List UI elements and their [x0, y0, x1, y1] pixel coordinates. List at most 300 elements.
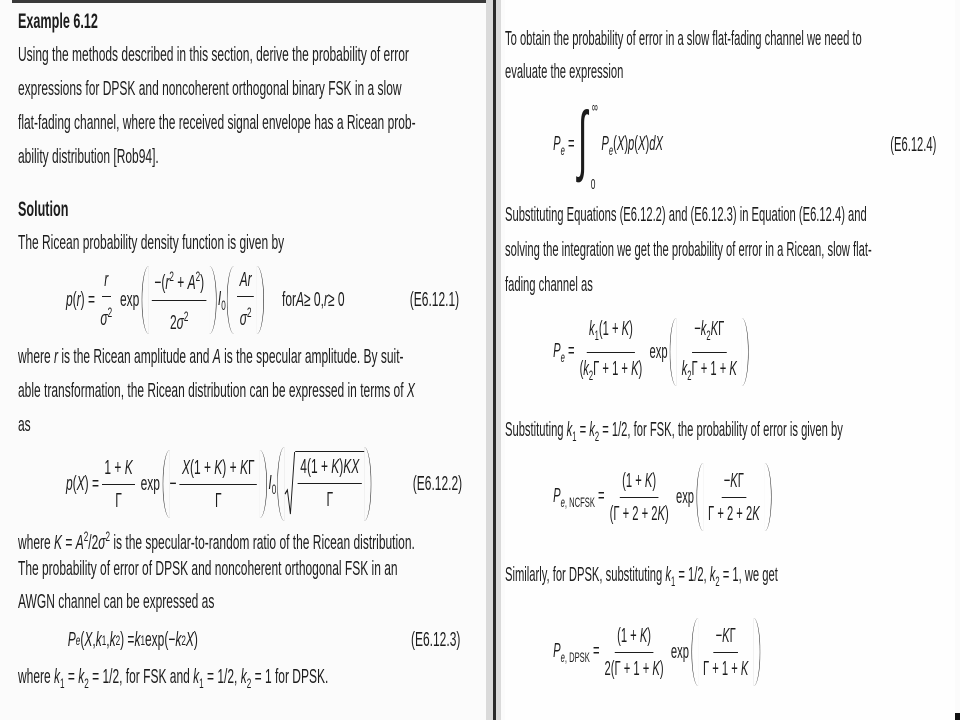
text-segment: ) = [120, 628, 135, 651]
text-segment: = [576, 419, 590, 441]
fraction [706, 466, 762, 529]
text-line [18, 660, 328, 694]
text-segment: = [589, 639, 600, 662]
left-paren [691, 618, 698, 686]
equation-ncfsk-pe [553, 457, 772, 537]
text-segment: able transformation, the Ricean distribution can be expressed in terms of [18, 380, 407, 402]
text-segment: 2 [83, 529, 89, 544]
text-segment: fading channel as [505, 274, 593, 296]
eq4-lhs [553, 133, 574, 158]
text-segment: evaluate the expression [505, 61, 624, 83]
text-segment: I [268, 471, 272, 494]
fraction-numerator [237, 265, 254, 297]
text-segment: 2 [183, 308, 189, 324]
text-segment: σ [100, 308, 108, 331]
text-segment: ) [638, 357, 643, 380]
text-line [505, 268, 872, 303]
text-line [18, 38, 416, 72]
text-segment: k [193, 666, 200, 688]
text-segment: K [652, 657, 660, 680]
text-segment: 1 [140, 632, 145, 648]
text-segment: K [331, 456, 340, 478]
fraction-numerator [615, 621, 653, 653]
text-segment: 2 [181, 632, 186, 648]
right-paren [257, 266, 264, 334]
text-segment: ) [652, 469, 657, 492]
eq5-lhs [553, 340, 574, 365]
fraction-numerator [180, 453, 257, 485]
text-segment: K [729, 357, 737, 380]
equation-e6-12-2 [66, 444, 373, 524]
fraction [298, 452, 362, 515]
text-segment: − [694, 317, 701, 340]
fraction-numerator [587, 314, 635, 353]
text-segment: 2 [246, 305, 252, 321]
text-segment: Γ [737, 469, 744, 492]
integral-sign: ∫ [577, 97, 588, 184]
text-segment: k [665, 564, 671, 586]
bessel-function [268, 472, 276, 497]
eq2-lhs [66, 473, 99, 496]
text-segment: − [723, 469, 731, 492]
fraction-denominator [168, 301, 191, 338]
fraction [102, 453, 135, 516]
text-segment: e [560, 494, 565, 510]
exp-function: exp [120, 288, 140, 311]
right-paren [210, 266, 217, 334]
text-segment: k [78, 666, 85, 688]
text-segment: K [657, 502, 665, 525]
fraction [701, 621, 751, 684]
text-segment: 2 [169, 269, 174, 285]
text-segment: Γ + 2 + 2 [708, 502, 753, 525]
text-segment: r [104, 269, 109, 292]
text-segment: K [639, 624, 648, 647]
text-segment: 2 [170, 311, 177, 334]
fraction-denominator [213, 485, 224, 516]
fraction [577, 314, 644, 391]
left-paren [277, 447, 284, 521]
equation-e6-12-4 [553, 97, 663, 193]
eq7-lhs [553, 640, 599, 665]
text-segment: k [566, 419, 573, 441]
text-segment: Γ + 1 + [702, 657, 741, 680]
fraction-denominator [602, 653, 666, 684]
text-segment: ≥ 0, [304, 288, 324, 311]
text-segment: X [406, 380, 415, 402]
text-segment: is the specular amplitude. By suit- [220, 346, 404, 368]
text-segment: where [18, 532, 55, 555]
right-paren [765, 463, 772, 531]
text-segment: ) [200, 272, 205, 295]
text-segment: 2 [107, 305, 113, 321]
text-segment: p [628, 132, 635, 155]
slow-fading-intro [505, 23, 862, 89]
text-segment: KX [343, 456, 360, 478]
text-segment: K [214, 456, 223, 479]
text-segment: , [106, 628, 110, 651]
text-segment: = [564, 132, 575, 155]
text-segment: σ [98, 532, 106, 555]
text-line [18, 553, 415, 586]
solution-heading: Solution [18, 198, 69, 221]
text-segment: k [589, 317, 595, 340]
text-line [18, 140, 416, 174]
text-segment: K [124, 456, 133, 479]
right-paren [260, 450, 267, 518]
text-segment: Γ + 1 + [593, 357, 632, 380]
fraction-numerator [722, 466, 747, 498]
text-segment: (1 + [598, 317, 622, 340]
text-segment: To obtain the probability of error in a slow flat-fading channel we need to [505, 28, 862, 50]
text-segment: ) [659, 657, 664, 680]
text-segment: = 1, we get [719, 564, 778, 586]
equation-number: (E6.12.1) [409, 288, 460, 311]
text-segment: ) + [222, 456, 240, 479]
text-segment: Γ [718, 317, 725, 340]
text-segment: e [608, 142, 614, 158]
text-segment: e [560, 649, 565, 665]
text-segment: Substituting Equations (E6.12.2) and (E6.12.3) in Equation (E6.12.4) and [505, 204, 867, 226]
text-segment: P [601, 132, 609, 155]
text-segment: ( [579, 357, 584, 380]
text-line [18, 226, 284, 260]
left-paren [142, 266, 149, 334]
minus-sign: − [169, 472, 177, 495]
text-segment: ) [629, 317, 633, 340]
text-segment: + [173, 272, 188, 295]
text-segment: A [296, 288, 305, 311]
text-segment: where [18, 666, 55, 688]
text-segment: is the specular-to-random ratio of the Ricean distribution. [110, 532, 415, 555]
text-line [505, 56, 862, 89]
text-segment: P [553, 484, 561, 507]
text-segment: X [638, 132, 646, 155]
text-segment: P [553, 339, 561, 362]
text-segment: ) = [80, 288, 96, 311]
text-segment: ) [664, 502, 669, 525]
text-segment: = 1 for DPSK. [251, 666, 329, 688]
text-line [505, 558, 778, 592]
text-segment: 2 [195, 269, 201, 285]
text-segment: /2 [88, 532, 99, 555]
text-segment: − [715, 624, 723, 647]
integral-upper-limit: ∞ [591, 99, 598, 116]
text-segment: as [18, 414, 31, 436]
text-segment: p [66, 288, 73, 311]
right-paren [742, 318, 749, 386]
exp-function: exp [649, 340, 668, 363]
text-segment: e [560, 349, 565, 365]
text-segment: ≥ 0 [327, 288, 345, 311]
fraction-numerator [692, 314, 727, 353]
square-root [285, 450, 364, 518]
text-segment: K [752, 502, 760, 525]
text-segment: r [54, 346, 59, 368]
text-line [18, 586, 415, 619]
text-segment: 2 [105, 529, 111, 544]
fraction-denominator [679, 353, 739, 391]
text-segment: σ [176, 311, 184, 334]
equation-dpsk-pe [553, 612, 761, 692]
text-segment: Similarly, for DPSK, substituting [505, 564, 666, 586]
column-divider [493, 0, 496, 720]
text-segment: 1 [594, 327, 599, 343]
text-line [18, 72, 416, 106]
radical-sign-icon [285, 450, 296, 518]
text-segment: solving the integration we get the probability of error in a Ricean, slow flat- [505, 239, 872, 261]
text-segment: = [564, 339, 575, 362]
fraction [607, 466, 671, 529]
text-segment: X [76, 472, 85, 495]
fraction-denominator [701, 653, 751, 684]
right-column [505, 0, 955, 720]
right-paren [753, 618, 760, 686]
text-segment: ( [80, 628, 85, 651]
substitution-text [505, 198, 872, 303]
text-line [18, 520, 415, 553]
text-segment: ( [72, 288, 77, 311]
text-segment: is the Ricean amplitude and [58, 346, 213, 368]
text-line [18, 340, 415, 374]
text-segment: K [730, 469, 738, 492]
text-segment: The Ricean probability density function is given by [18, 232, 285, 254]
text-segment: Ar [239, 269, 252, 292]
left-column [18, 0, 486, 720]
text-segment: (Γ + 2 + 2 [609, 502, 658, 525]
text-segment: P [553, 639, 561, 662]
text-segment: Γ + 1 + [691, 357, 730, 380]
bessel-function [218, 288, 226, 313]
text-segment: k [583, 357, 589, 380]
text-segment: K [54, 532, 63, 555]
text-segment: = 1/2, for FSK and [88, 666, 194, 688]
text-segment: K [621, 317, 630, 340]
text-segment: 2 [115, 632, 121, 648]
text-segment: ) [647, 624, 652, 647]
text-segment: where [18, 346, 55, 368]
text-segment: ability distribution [Rob94]. [18, 146, 159, 168]
fraction-denominator [113, 485, 124, 516]
text-segment: ) [645, 132, 650, 155]
text-segment: A [75, 532, 84, 555]
integrand [601, 133, 663, 158]
text-segment: , NCFSK [564, 494, 595, 510]
text-segment: Γ [729, 624, 736, 647]
text-segment: k [709, 564, 716, 586]
specular-ratio-text [18, 520, 415, 619]
text-segment: k [681, 357, 688, 380]
fraction-denominator [98, 297, 115, 334]
text-segment: X [84, 628, 93, 651]
text-segment: = 1/2, [675, 564, 710, 586]
text-segment: k [240, 666, 247, 688]
example-heading: Example 6.12 [18, 10, 98, 33]
text-segment: 1 [101, 632, 107, 648]
text-segment: , DPSK [564, 649, 590, 665]
text-segment: 1 [670, 573, 676, 589]
fraction [237, 265, 254, 334]
fraction-numerator [102, 265, 111, 297]
fraction-numerator [298, 452, 362, 484]
text-segment: X [185, 628, 194, 651]
text-line [18, 374, 415, 408]
right-paren [364, 447, 371, 521]
text-segment: A [212, 346, 221, 368]
fsk-substitution-text [505, 413, 843, 447]
text-segment: 1 + [104, 456, 125, 479]
text-segment: I [217, 287, 222, 310]
equation-number: (E6.12.4) [890, 133, 937, 156]
text-segment: = 1/2, for FSK, the probability of error is given by [599, 419, 843, 441]
text-segment: −( [154, 272, 166, 295]
text-line [505, 23, 862, 56]
text-segment: 2 [687, 367, 692, 383]
dpsk-substitution-text [505, 558, 778, 592]
text-segment: P [67, 628, 76, 651]
eq1-condition [282, 260, 345, 340]
fraction [602, 621, 666, 684]
fraction-numerator [102, 453, 135, 485]
text-segment: ( [72, 472, 77, 495]
text-segment: K [740, 657, 749, 680]
text-segment: X [616, 132, 625, 155]
text-segment: k [134, 628, 141, 651]
equation-e6-12-1 [66, 260, 265, 340]
text-line [505, 413, 843, 447]
text-segment: ) [193, 628, 198, 651]
left-paren [162, 450, 169, 518]
left-paren [670, 318, 677, 386]
text-segment: K [710, 317, 719, 340]
text-segment: ) = [84, 472, 100, 495]
text-segment: ( [634, 132, 639, 155]
fraction-denominator [237, 297, 254, 334]
text-segment: 0 [271, 481, 277, 497]
text-segment: p [66, 472, 73, 495]
text-segment: Substituting [505, 419, 567, 441]
eq1-lhs [66, 289, 95, 312]
text-segment: = [594, 484, 605, 507]
text-segment: k [589, 419, 595, 441]
text-segment: r [323, 288, 328, 311]
fraction [152, 262, 207, 337]
text-segment: , [92, 628, 96, 651]
text-segment: = [64, 666, 79, 688]
text-segment: r [165, 272, 170, 295]
text-segment: 4(1 + [300, 456, 332, 478]
text-segment: expressions for DPSK and noncoherent orthogonal binary FSK in a slow [18, 78, 402, 100]
text-segment: Γ [115, 489, 122, 512]
text-segment: ) [339, 456, 344, 478]
integral-lower-limit: 0 [590, 176, 596, 193]
fraction-numerator [620, 466, 658, 498]
fraction-denominator [706, 498, 762, 529]
right-column-content [505, 0, 955, 720]
exp-function: exp [675, 485, 695, 508]
left-paren [227, 266, 234, 334]
text-segment: The probability of error of DPSK and noncoherent orthogonal FSK in an [18, 558, 398, 580]
equation-e6-12-3 [68, 620, 198, 660]
text-segment: r [76, 288, 81, 311]
text-segment: A [187, 272, 196, 295]
text-segment: (1 + [189, 456, 215, 479]
text-segment: K [239, 456, 248, 479]
text-segment: 2 [594, 428, 600, 444]
text-segment: k [54, 666, 61, 688]
text-segment: 2 [715, 573, 720, 589]
fraction [679, 314, 739, 391]
equation-ricean-pe [553, 312, 750, 392]
equation-number: (E6.12.2) [412, 472, 463, 495]
equation-number: (E6.12.3) [411, 628, 461, 651]
text-segment: (1 + [622, 469, 645, 492]
k-values-text [18, 660, 328, 694]
ricean-pdf-intro [18, 226, 284, 260]
left-paren [696, 463, 703, 531]
text-segment: k [700, 317, 707, 340]
text-line [18, 106, 416, 140]
text-segment: = [62, 532, 76, 555]
text-segment: 2 [246, 675, 252, 691]
fraction-denominator [607, 498, 671, 529]
text-segment: K [722, 624, 730, 647]
text-segment: 2(Γ + 1 + [604, 657, 653, 680]
text-segment: (1 + [617, 624, 640, 647]
radicand [295, 451, 364, 515]
fraction-numerator [713, 621, 738, 653]
text-segment: σ [239, 308, 247, 331]
text-segment: k [175, 628, 182, 651]
eq6-lhs [553, 485, 604, 510]
integral [577, 97, 599, 193]
text-line [505, 198, 872, 233]
text-line [505, 233, 872, 268]
fraction-denominator [577, 353, 644, 391]
text-segment: e [75, 632, 81, 648]
text-segment: e [560, 142, 565, 158]
text-line [18, 408, 415, 442]
text-segment: 0 [221, 297, 226, 313]
text-segment: K [644, 469, 653, 492]
left-column-content [18, 0, 486, 720]
text-segment: Γ [247, 456, 255, 479]
text-segment: Γ [326, 489, 334, 511]
fraction-denominator [324, 484, 335, 515]
text-segment: 2 [588, 367, 594, 383]
example-statement [18, 38, 416, 174]
fraction [98, 265, 115, 334]
text-segment: dX [649, 132, 663, 155]
text-segment: P [553, 132, 561, 155]
text-segment: Γ [214, 489, 222, 512]
text-segment: X [181, 456, 190, 479]
text-segment: k [95, 628, 102, 651]
text-segment: ( [613, 132, 617, 155]
text-segment: = 1/2, [203, 666, 241, 688]
text-segment: AWGN channel can be expressed as [18, 591, 215, 613]
text-segment: k [109, 628, 116, 651]
text-segment: 1 [199, 675, 204, 691]
text-segment: K [631, 357, 639, 380]
fraction-numerator [152, 262, 207, 300]
text-segment: flat-fading channel, where the received signal envelope has a Ricean prob- [18, 112, 416, 134]
fraction [180, 453, 257, 516]
exp-function: exp [140, 472, 160, 495]
text-segment: 2 [84, 675, 89, 691]
text-segment: Using the methods described in this section, derive the probability of error [18, 44, 409, 66]
ricean-explanation [18, 340, 415, 442]
